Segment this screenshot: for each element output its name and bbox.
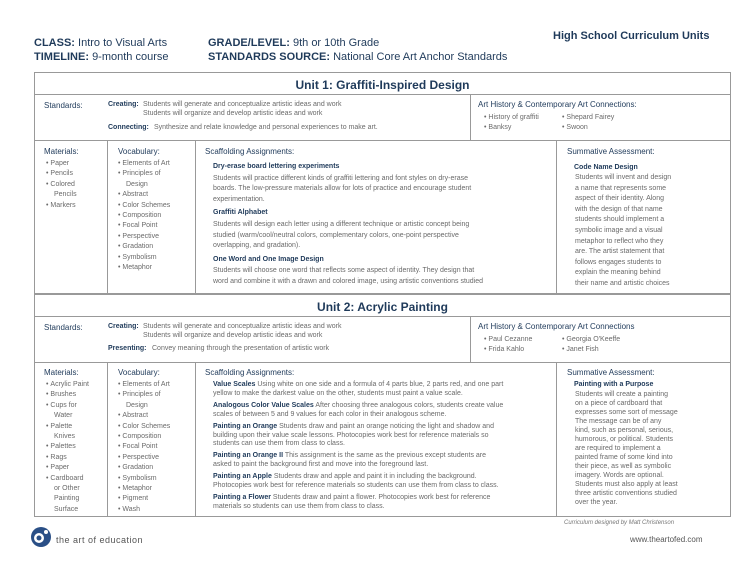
assignment-text: This assignment is the same as the previous except students are	[284, 452, 487, 460]
assignment-title: Painting an Orange	[213, 422, 278, 430]
unit-1-creating-line-1: Students will generate and conceptualize artistic ideas and work	[143, 101, 342, 108]
summative-line: painted frame of some kind into	[575, 454, 673, 461]
assignment-title: Painting an Orange II	[213, 452, 284, 460]
list-item: Painting	[54, 495, 80, 503]
summative-line: a name that represents some	[575, 184, 667, 192]
summative-line: expresses some sort of message	[575, 409, 678, 416]
assignment-line	[213, 481, 499, 491]
list-item: • Gradation	[118, 242, 170, 252]
assignment-text: After choosing three analogous colors, students create value	[315, 401, 504, 409]
summative-line: metaphor to reflect who they	[575, 237, 664, 245]
list-item: • Color Schemes	[118, 201, 170, 211]
assignment-text: scales of between 5 and 9 values for each color in their analogous scheme.	[213, 410, 447, 418]
unit-2-materials-list	[46, 380, 89, 515]
summative-line: three artistic conventions studied	[575, 490, 677, 497]
unit-2-title: Unit 2: Acrylic Painting	[317, 300, 448, 314]
summative-line: explain the meaning behind	[575, 269, 661, 277]
class-line	[34, 37, 167, 49]
summative-line: The message can be of any	[575, 418, 662, 425]
list-item: • Principles of	[118, 390, 170, 400]
assignment-line	[213, 460, 428, 470]
unit-2-creating-line-1: Students will generate and conceptualize artistic ideas and work	[143, 323, 342, 330]
unit-1-vocab-divider	[195, 140, 196, 294]
list-item: • Cardboard	[46, 474, 89, 484]
summative-line: are. The artist statement that	[575, 248, 665, 256]
summative-line: imagery. Words are optional.	[575, 472, 664, 479]
list-item: • Elements of Art	[118, 159, 170, 169]
assignment-text: overlapping, and gradation).	[213, 242, 301, 250]
list-item: • Abstract	[118, 411, 170, 421]
list-item: • History of graffiti	[484, 113, 539, 123]
assignment-text: Using white on one side and a formula of 4 parts blue, 2 parts red, and one part	[257, 381, 504, 388]
list-item: Water	[54, 412, 73, 420]
assignment-text: Students will design each letter using a different technique or artistic concept being	[213, 221, 470, 228]
assignment-title: Painting a Flower	[213, 493, 271, 501]
summative-line: are required to implement a	[575, 445, 661, 452]
list-item: Design	[126, 180, 148, 188]
grade-label: GRADE/LEVEL:	[208, 37, 290, 49]
list-item: • Brushes	[46, 390, 89, 400]
list-item: • Cups for	[46, 401, 89, 411]
list-item: • Metaphor	[118, 484, 170, 494]
list-item: • Acrylic Paint	[46, 380, 89, 390]
assignment-title: Dry-erase board lettering experiments	[213, 163, 340, 170]
assignment-title: Painting an Apple	[213, 473, 272, 481]
unit-1-connecting-label: Connecting:	[108, 124, 149, 131]
assignment-title: Graffiti Alphabet	[213, 209, 268, 217]
assignment-text: word and combine it with a drawn and colored image, using artistic conventions studied	[213, 278, 484, 285]
summative-line: their piece, as well as symbolic	[575, 463, 672, 470]
list-item: • Shepard Fairey	[562, 113, 614, 123]
unit-1-materials-list	[46, 159, 77, 211]
assignment-text: asked to paint the background first and move into the foreground last.	[213, 461, 429, 469]
list-item: • Color Schemes	[118, 422, 170, 432]
list-item: • Perspective	[118, 232, 170, 242]
assignment-text: yellow to make the darkest value on the other, students must paint a value scale.	[213, 389, 463, 397]
timeline-label: TIMELINE:	[34, 51, 89, 63]
grade-value: 9th or 10th Grade	[292, 37, 380, 49]
assignment-text: Students draw and paint a flower. Photocopies work best for reference	[272, 493, 491, 501]
unit-1-vocab-list	[118, 159, 170, 273]
unit-2-creating-line-2: Students will organize and develop artistic ideas and work	[143, 332, 323, 339]
list-item: • Perspective	[118, 453, 170, 463]
unit-1-creating-label: Creating:	[108, 101, 139, 108]
unit-2-presenting-label: Presenting:	[108, 345, 147, 352]
list-item: • Principles of	[118, 169, 170, 179]
unit-2-connections-title: Art History & Contemporary Art Connections	[478, 322, 635, 331]
assignment-line	[213, 389, 463, 399]
list-item: Knives	[54, 433, 76, 441]
assignment-title: One Word and One Image Design	[213, 255, 324, 263]
unit-2-materials-divider	[107, 362, 108, 517]
list-item: Surface	[54, 505, 79, 513]
list-item: • Rags	[46, 453, 89, 463]
unit-1-materials-divider	[107, 140, 108, 294]
list-item: Pencils	[54, 191, 77, 199]
unit-1-title: Unit 1: Graffiti-Inspired Design	[295, 78, 470, 92]
summative-line: kind, such as personal, serious,	[575, 427, 674, 434]
list-item: or Other	[54, 485, 80, 493]
list-item: • Colored	[46, 180, 77, 190]
list-item: • Composition	[118, 211, 170, 221]
assignment-title: Value Scales	[213, 381, 256, 388]
unit-1-materials-title: Materials:	[44, 147, 79, 156]
list-item: • Focal Point	[118, 221, 170, 231]
unit-2-summative-name: Painting with a Purpose	[574, 381, 654, 388]
list-item: • Banksy	[484, 123, 539, 133]
unit-2-divider-top	[34, 316, 731, 317]
unit-2-presenting-line-1: Convey meaning through the presentation of artistic work	[152, 345, 330, 352]
list-item: • Abstract	[118, 190, 170, 200]
assignment-text: Students will choose one word that reflects some aspect of identity. They design that	[213, 267, 475, 275]
unit-2-summative-title: Summative Assessment:	[567, 368, 655, 377]
art-of-education-logo-icon	[30, 526, 52, 548]
curriculum-credit: Curriculum designed by Matt Christenson	[564, 520, 675, 526]
unit-2-connections-col1	[484, 335, 532, 356]
list-item: • Wash	[118, 505, 170, 515]
list-item: • Frida Kahlo	[484, 345, 532, 355]
class-value: Intro to Visual Arts	[78, 37, 168, 49]
assignment-text: students can use them from class to class.	[213, 440, 345, 448]
class-label: CLASS:	[34, 37, 75, 49]
list-item: • Elements of Art	[118, 380, 170, 390]
list-item: • Symbolism	[118, 474, 170, 484]
list-item: • Palettes	[46, 442, 89, 452]
website-url: www.theartofed.com	[630, 535, 703, 544]
unit-2-summative-divider	[556, 362, 557, 517]
brand-name: the art of education	[56, 535, 144, 545]
list-item: • Pigment	[118, 494, 170, 504]
timeline-value: 9-month course	[92, 51, 169, 63]
summative-line: on a piece of cardboard that	[575, 400, 663, 407]
unit-2-standards-label: Standards:	[44, 323, 83, 332]
unit-2-vocab-title: Vocabulary:	[118, 368, 160, 377]
unit-1-connections-title: Art History & Contemporary Art Connections:	[478, 100, 637, 109]
assignment-text: Students draw and apple and paint it in including the background.	[273, 473, 477, 481]
summative-line: follows engages students to	[575, 258, 662, 266]
assignment-line	[213, 439, 345, 449]
unit-1-connections-col2	[562, 113, 614, 134]
summative-line: over the year.	[575, 499, 618, 506]
list-item: • Swoon	[562, 123, 614, 133]
assignment-line	[213, 410, 446, 420]
summative-line: Students will invent and design	[575, 174, 672, 181]
list-item: • Paper	[46, 463, 89, 473]
unit-2-vocab-list	[118, 380, 170, 515]
list-item: • Janet Fish	[562, 345, 620, 355]
assignment-text: Photocopies work best for reference materials so students can use them from class to class.	[213, 482, 499, 489]
grade-line	[208, 37, 379, 49]
assignment-text: Students will practice different kinds of graffiti lettering and font styles on dry-erase	[213, 174, 468, 182]
list-item: • Georgia O'Keeffe	[562, 335, 620, 345]
list-item: • Markers	[46, 201, 77, 211]
list-item: Design	[126, 401, 148, 409]
timeline-line	[34, 51, 169, 63]
standards-source-value: National Core Art Anchor Standards	[333, 51, 508, 63]
unit-2-divider-mid	[34, 362, 731, 363]
list-item: • Gradation	[118, 463, 170, 473]
unit-1-divider-mid	[34, 140, 731, 141]
list-item: • Focal Point	[118, 442, 170, 452]
standards-source-label: STANDARDS SOURCE:	[208, 51, 331, 63]
unit-1-creating-line-2: Students will organize and develop artistic ideas and work	[143, 110, 323, 117]
document-title: High School Curriculum Units	[553, 30, 710, 42]
assignment-line	[213, 502, 385, 512]
list-item: • Metaphor	[118, 263, 170, 273]
unit-2-scaffold-title: Scaffolding Assignments:	[205, 368, 295, 377]
assignment-title: Analogous Color Value Scales	[213, 401, 314, 409]
assignment-text: materials so students can use them from class to class.	[213, 502, 385, 510]
list-item: • Symbolism	[118, 253, 170, 263]
summative-line: students should implement a	[575, 216, 665, 224]
summative-line: Students must also apply at least	[575, 481, 678, 488]
assignment-text: experimentation.	[213, 195, 265, 203]
summative-line: with the design of that name	[575, 205, 663, 213]
unit-1-connecting-line-1: Synthesize and relate knowledge and personal experiences to make art.	[154, 124, 378, 131]
assignment-text: building upon their value scale lessons. Photocopies work best for reference materials so	[213, 431, 489, 439]
assignment-text: boards. The low-pressure materials allow for lots of practice and encourage student	[213, 185, 472, 193]
unit-1-vocab-title: Vocabulary:	[118, 147, 160, 156]
unit-1-summative-name: Code Name Design	[574, 164, 638, 171]
summative-line: humorous, or political. Students	[575, 436, 674, 443]
unit-1-summative-title: Summative Assessment:	[567, 147, 655, 156]
unit-1-connections-divider	[470, 94, 471, 140]
list-item: • Pencils	[46, 169, 77, 179]
assignment-text: Students draw and paint an orange noticing the light and shadow and	[279, 422, 494, 430]
unit-1-connections-col1	[484, 113, 539, 134]
unit-1-standards-label: Standards:	[44, 101, 83, 110]
unit-2-vocab-divider	[195, 362, 196, 517]
standards-source-line	[208, 51, 507, 63]
list-item: • Paul Cezanne	[484, 335, 532, 345]
summative-line: Students will create a painting	[575, 391, 668, 398]
unit-2-connections-col2	[562, 335, 620, 356]
unit-1-summative-divider	[556, 140, 557, 294]
unit-2-connections-divider	[470, 316, 471, 362]
summative-line: symbolic image and a visual	[575, 227, 663, 234]
summative-line: aspect of their identity. Along	[575, 195, 664, 203]
unit-1-divider-top	[34, 94, 731, 95]
list-item: • Palette	[46, 422, 89, 432]
unit-1-scaffold-title: Scaffolding Assignments:	[205, 147, 295, 156]
unit-2-creating-label: Creating:	[108, 323, 139, 330]
summative-line: their name and artistic choices	[575, 280, 670, 287]
list-item: • Paper	[46, 159, 77, 169]
assignment-text: studied (warm/cool/neutral colors, complementary colors, one-point perspective	[213, 231, 459, 239]
unit-2-materials-title: Materials:	[44, 368, 79, 377]
list-item: • Composition	[118, 432, 170, 442]
